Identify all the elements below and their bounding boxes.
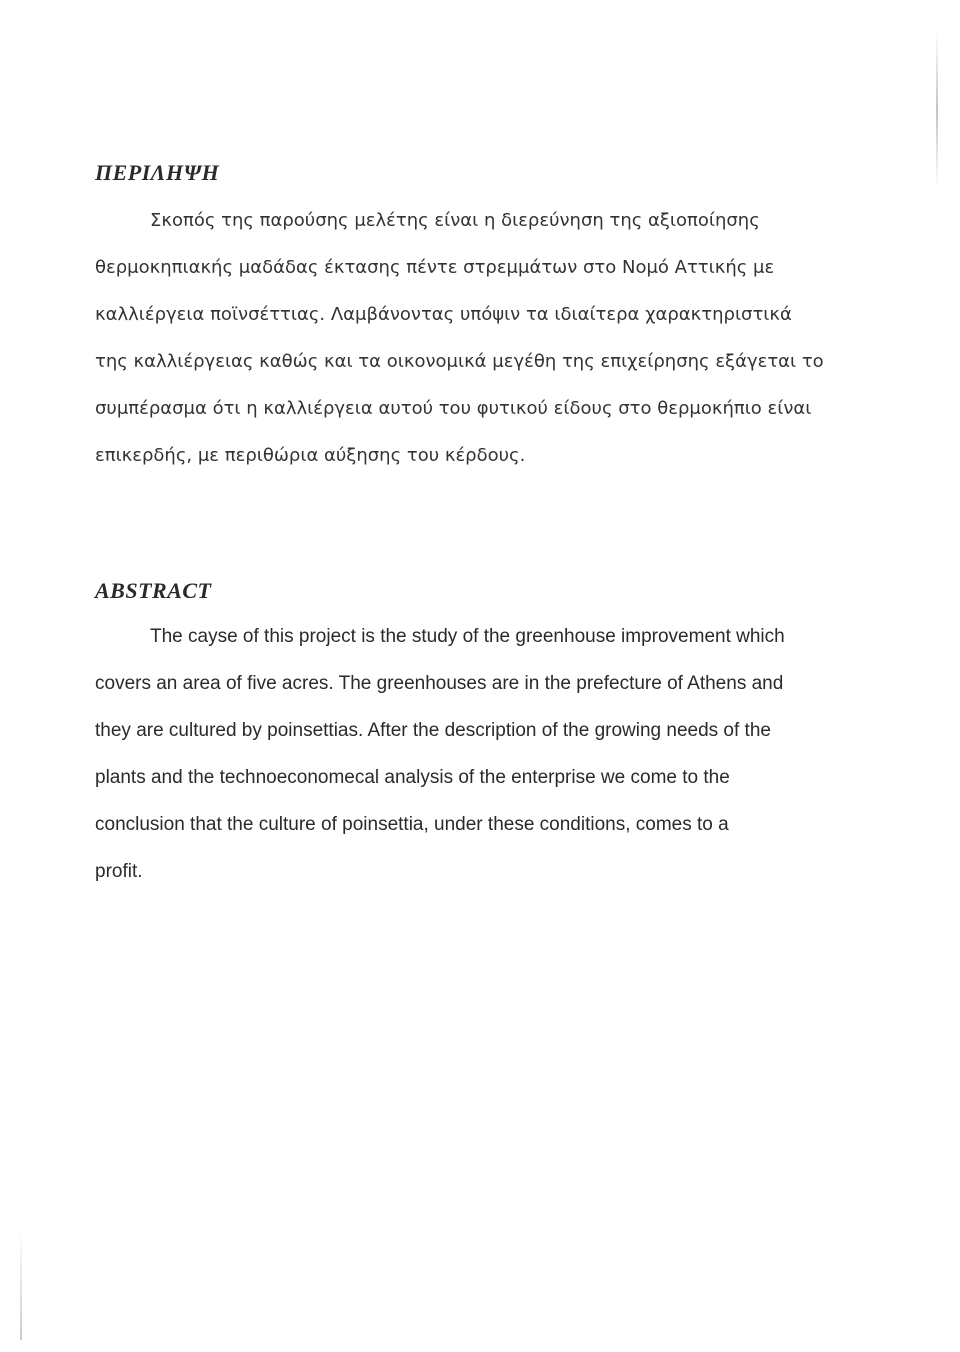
scan-edge-shadow-right [936, 30, 938, 190]
abstract-line: covers an area of five acres. The greenhouses are in the prefecture of Athens and [95, 673, 784, 694]
summary-line: Σκοπός της παρούσης μελέτης είναι η διερεύνηση της αξιοποίησης [150, 210, 760, 231]
summary-line: συμπέρασμα ότι η καλλιέργεια αυτού του φυτικού είδους στο θερμοκήπιο είναι [95, 398, 812, 419]
summary-line: επικερδής, με περιθώρια αύξησης του κέρδους. [95, 445, 526, 466]
summary-line: θερμοκηπιακής μαδάδας έκτασης πέντε στρεμμάτων στο Νομό Αττικής με [95, 257, 775, 278]
abstract-heading: ABSTRACT [95, 578, 212, 603]
summary-paragraph-greek [95, 197, 825, 479]
abstract-paragraph [95, 613, 825, 895]
abstract-line: they are cultured by poinsettias. After the description of the growing needs of the [95, 720, 771, 741]
summary-line: καλλιέργεια ποϊνσέττιας. Λαμβάνοντας υπόψιν τα ιδιαίτερα χαρακτηριστικά [95, 304, 792, 325]
abstract-line: plants and the technoeconomecal analysis of the enterprise we come to the [95, 767, 730, 788]
abstract-line: The cayse of this project is the study of the greenhouse improvement which [150, 626, 785, 647]
abstract-line: conclusion that the culture of poinsettia, under these conditions, comes to a [95, 814, 729, 835]
scan-edge-shadow-left [20, 1230, 22, 1340]
summary-heading-greek: ΠΕΡΙΛΗΨΗ [95, 160, 220, 185]
summary-line: της καλλιέργειας καθώς και τα οικονομικά μεγέθη της επιχείρησης εξάγεται το [95, 351, 824, 372]
abstract-line: profit. [95, 861, 143, 882]
